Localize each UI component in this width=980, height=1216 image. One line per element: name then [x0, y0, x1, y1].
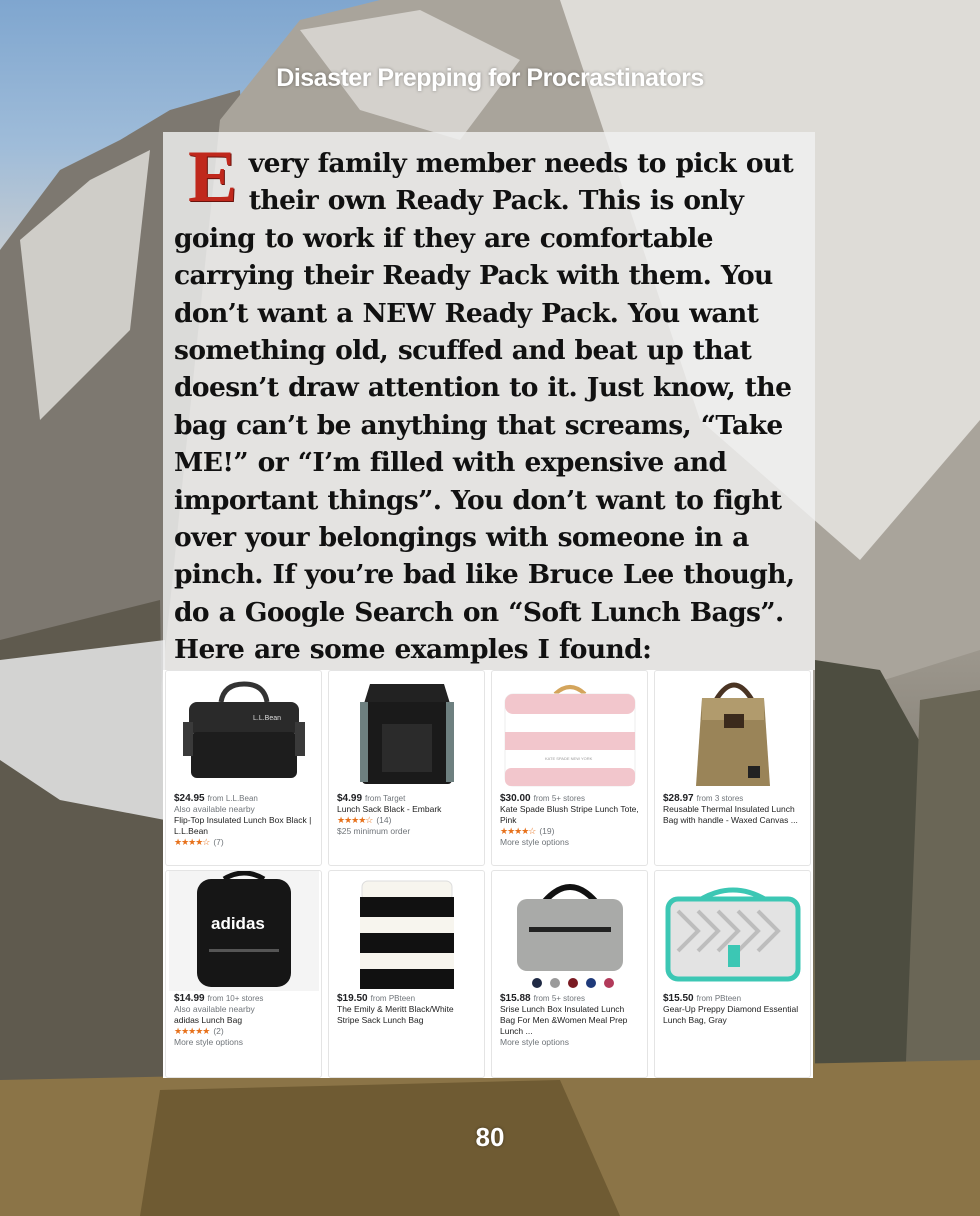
llbean-logo: L.L.Bean — [252, 714, 281, 722]
product-name[interactable]: adidas Lunch Bag — [174, 1015, 243, 1025]
product-source: from 5+ stores — [533, 794, 585, 803]
rating-count: (2) — [213, 1026, 224, 1036]
product-image — [492, 871, 647, 991]
product-name[interactable]: Flip-Top Insulated Lunch Box Black | L.L.Bean — [174, 815, 312, 836]
product-card[interactable] — [165, 870, 322, 1078]
rating-stars: ★★★★★ — [174, 1026, 210, 1036]
product-extra: $25 minimum order — [337, 826, 411, 836]
product-price: $24.95 — [174, 793, 205, 804]
product-image — [655, 871, 810, 991]
rating-count: (14) — [376, 815, 392, 825]
product-card[interactable] — [654, 670, 811, 866]
product-image — [166, 671, 321, 791]
product-source: from 3 stores — [696, 794, 744, 803]
product-image — [166, 871, 321, 991]
product-price: $28.97 — [663, 793, 694, 804]
product-name[interactable]: Reusable Thermal Insulated Lunch Bag with handle - Waxed Canvas ... — [663, 804, 798, 825]
product-price: $14.99 — [174, 993, 205, 1004]
product-note: Also available nearby — [174, 1004, 255, 1014]
product-card[interactable] — [654, 870, 811, 1078]
product-price: $4.99 — [337, 793, 363, 804]
product-card[interactable] — [165, 670, 322, 866]
more-style-options[interactable]: More style options — [500, 1037, 569, 1047]
product-card[interactable] — [328, 670, 485, 866]
product-image — [655, 671, 810, 791]
product-source: from PBteen — [696, 994, 742, 1003]
product-card[interactable] — [328, 870, 485, 1078]
katespade-print: KATE SPADE NEW YORK — [544, 755, 592, 761]
product-name[interactable]: Gear-Up Preppy Diamond Essential Lunch Bag, Gray — [663, 1004, 799, 1025]
product-source: from L.L.Bean — [207, 794, 258, 803]
product-source: from 10+ stores — [207, 994, 264, 1003]
product-card[interactable] — [491, 670, 648, 866]
product-image — [329, 671, 484, 791]
drop-cap: E — [188, 136, 237, 218]
rating-stars: ★★★★☆ — [174, 837, 210, 847]
product-price: $15.88 — [500, 993, 531, 1004]
rating-count: (7) — [213, 837, 224, 847]
product-price: $30.00 — [500, 793, 531, 804]
color-swatch[interactable] — [568, 978, 578, 988]
color-swatch[interactable] — [532, 978, 542, 988]
product-card[interactable] — [491, 870, 648, 1078]
color-swatch[interactable] — [604, 978, 614, 988]
body-text: very family member needs to pick out their own Ready Pack. This is only going to work if they are comfortable carrying their Ready Pack with them. You don’t want a NEW Ready Pack. You want something old, scuffed and beat up that doesn’t draw attention to it. Just know, the bag can’t be anything that screams, “Take ME!” or “I’m filled with expensive and important things”. You don’t want to fight over your belongings with someone in a pinch. If you’re bad like Bruce Lee though, do a Google Search on “Soft Lunch Bags”. Here are some examples I found: — [174, 148, 795, 666]
product-grid — [163, 670, 813, 1078]
product-source: from PBteen — [370, 994, 416, 1003]
more-style-options[interactable]: More style options — [500, 837, 569, 847]
product-price: $19.50 — [337, 993, 368, 1004]
color-swatch[interactable] — [586, 978, 596, 988]
product-source: from Target — [365, 794, 406, 803]
product-name[interactable]: Lunch Sack Black - Embark — [337, 804, 442, 814]
product-name[interactable]: Kate Spade Blush Stripe Lunch Tote, Pink — [500, 804, 639, 825]
page-title: Disaster Prepping for Procrastinators — [276, 64, 704, 92]
product-name[interactable]: Srise Lunch Box Insulated Lunch Bag For Men &Women Meal Prep Lunch ... — [500, 1004, 628, 1036]
color-swatch[interactable] — [550, 978, 560, 988]
rating-count: (19) — [539, 826, 555, 836]
adidas-logo: adidas — [210, 914, 265, 933]
product-source: from 5+ stores — [533, 994, 585, 1003]
more-style-options[interactable]: More style options — [174, 1037, 243, 1047]
page-number: 80 — [475, 1122, 505, 1152]
body-paragraph — [174, 136, 814, 669]
rating-stars: ★★★★☆ — [500, 826, 536, 836]
rating-stars: ★★★★☆ — [337, 815, 373, 825]
product-price: $15.50 — [663, 993, 694, 1004]
product-image — [329, 871, 484, 991]
product-image — [492, 671, 647, 791]
product-note: Also available nearby — [174, 804, 255, 814]
product-name[interactable]: The Emily & Meritt Black/White Stripe Sack Lunch Bag — [337, 1004, 454, 1025]
